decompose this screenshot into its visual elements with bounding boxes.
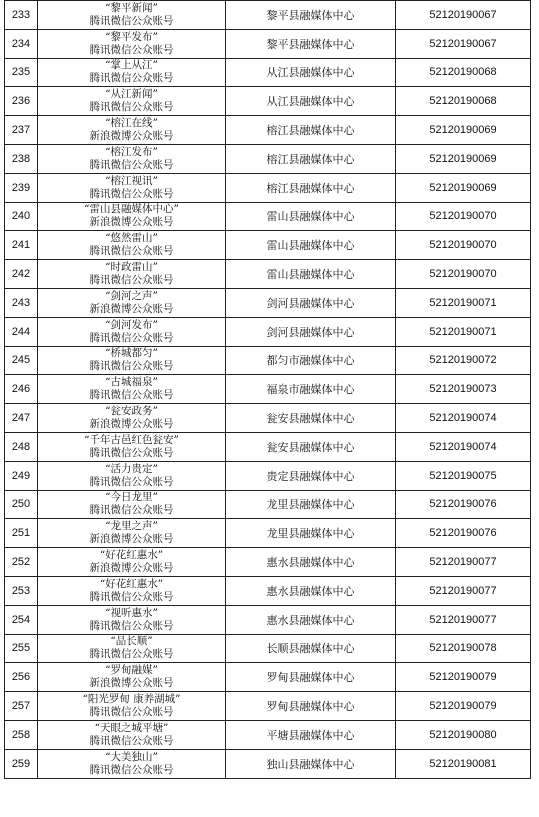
license-code: 52120190074 — [396, 432, 531, 461]
license-code: 52120190067 — [396, 1, 531, 30]
table-row — [5, 173, 531, 202]
row-number: 258 — [5, 720, 38, 749]
account-platform: 腾讯微信公众账号 — [89, 389, 174, 402]
license-code: 52120190069 — [396, 173, 531, 202]
organization-name: 瓮安县融媒体中心 — [226, 404, 396, 433]
account-platform: 腾讯微信公众账号 — [89, 475, 174, 488]
license-code: 52120190071 — [396, 317, 531, 346]
organization-name: 雷山县融媒体中心 — [226, 260, 396, 289]
license-code: 52120190080 — [396, 720, 531, 749]
license-code: 52120190068 — [396, 58, 531, 87]
table-row — [5, 144, 531, 173]
account-cell — [38, 490, 226, 519]
license-code: 52120190079 — [396, 692, 531, 721]
account-cell — [38, 375, 226, 404]
organization-name: 独山县融媒体中心 — [226, 749, 396, 778]
row-number: 237 — [5, 116, 38, 145]
account-cell — [38, 144, 226, 173]
license-code: 52120190078 — [396, 634, 531, 663]
table-row — [5, 404, 531, 433]
account-name: “时政雷山” — [105, 261, 158, 274]
table-row — [5, 346, 531, 375]
table-row — [5, 1, 531, 30]
account-platform: 腾讯微信公众账号 — [89, 245, 174, 258]
organization-name: 榕江县融媒体中心 — [226, 173, 396, 202]
table-row — [5, 519, 531, 548]
account-name: “今日龙里” — [105, 491, 158, 504]
account-name: “龙里之声” — [105, 520, 158, 533]
organization-name: 龙里县融媒体中心 — [226, 519, 396, 548]
table-row — [5, 87, 531, 116]
row-number: 241 — [5, 231, 38, 260]
account-cell — [38, 1, 226, 30]
account-cell — [38, 173, 226, 202]
account-platform: 腾讯微信公众账号 — [89, 101, 174, 114]
account-platform: 腾讯微信公众账号 — [89, 706, 174, 719]
organization-name: 福泉市融媒体中心 — [226, 375, 396, 404]
license-code: 52120190077 — [396, 548, 531, 577]
account-cell — [38, 749, 226, 778]
account-platform: 新浪微博公众账号 — [89, 533, 174, 546]
account-name: “剑河之声” — [105, 289, 158, 302]
account-name: “榕江发布” — [105, 145, 158, 158]
account-cell — [38, 202, 226, 231]
account-name: “活力贵定” — [105, 462, 158, 475]
license-code: 52120190079 — [396, 663, 531, 692]
account-name: “大美独山” — [105, 750, 158, 763]
license-code: 52120190071 — [396, 288, 531, 317]
account-cell — [38, 288, 226, 317]
organization-name: 平塘县融媒体中心 — [226, 720, 396, 749]
row-number: 252 — [5, 548, 38, 577]
table-row — [5, 317, 531, 346]
organization-name: 长顺县融媒体中心 — [226, 634, 396, 663]
table-row — [5, 29, 531, 58]
account-cell — [38, 432, 226, 461]
table-row — [5, 605, 531, 634]
account-platform: 新浪微博公众账号 — [89, 418, 174, 431]
organization-name: 罗甸县融媒体中心 — [226, 692, 396, 721]
account-name: “黎平发布” — [105, 30, 158, 43]
row-number: 245 — [5, 346, 38, 375]
license-code: 52120190074 — [396, 404, 531, 433]
account-cell — [38, 663, 226, 692]
license-code: 52120190075 — [396, 461, 531, 490]
table-row — [5, 749, 531, 778]
organization-name: 雷山县融媒体中心 — [226, 202, 396, 231]
account-platform: 新浪微博公众账号 — [89, 302, 174, 315]
license-code: 52120190070 — [396, 260, 531, 289]
organization-name: 从江县融媒体中心 — [226, 58, 396, 87]
row-number: 250 — [5, 490, 38, 519]
account-cell — [38, 404, 226, 433]
account-cell — [38, 519, 226, 548]
account-platform: 腾讯微信公众账号 — [89, 648, 174, 661]
row-number: 254 — [5, 605, 38, 634]
row-number: 240 — [5, 202, 38, 231]
account-name: “剑河发布” — [105, 318, 158, 331]
organization-name: 惠水县融媒体中心 — [226, 548, 396, 577]
account-name: “好花红惠水” — [99, 577, 164, 590]
account-platform: 腾讯微信公众账号 — [89, 734, 174, 747]
row-number: 247 — [5, 404, 38, 433]
account-name: “榕江在线” — [105, 117, 158, 130]
account-name: “从江新闻” — [105, 88, 158, 101]
organization-name: 惠水县融媒体中心 — [226, 605, 396, 634]
account-name: “罗甸融媒” — [105, 664, 158, 677]
table-row — [5, 432, 531, 461]
table-row — [5, 288, 531, 317]
account-platform: 腾讯微信公众账号 — [89, 504, 174, 517]
organization-name: 黎平县融媒体中心 — [226, 1, 396, 30]
license-code: 52120190070 — [396, 231, 531, 260]
row-number: 248 — [5, 432, 38, 461]
license-code: 52120190069 — [396, 116, 531, 145]
account-name: “悠然雷山” — [105, 232, 158, 245]
license-code: 52120190067 — [396, 29, 531, 58]
account-name: “雷山县融媒体中心” — [84, 203, 179, 216]
account-cell — [38, 576, 226, 605]
account-platform: 腾讯微信公众账号 — [89, 187, 174, 200]
row-number: 246 — [5, 375, 38, 404]
account-platform: 腾讯微信公众账号 — [89, 72, 174, 85]
license-code: 52120190077 — [396, 605, 531, 634]
account-name: “古城福泉” — [105, 376, 158, 389]
organization-name: 剑河县融媒体中心 — [226, 288, 396, 317]
account-cell — [38, 346, 226, 375]
organization-name: 瓮安县融媒体中心 — [226, 432, 396, 461]
account-platform: 腾讯微信公众账号 — [89, 590, 174, 603]
table-row — [5, 663, 531, 692]
account-cell — [38, 692, 226, 721]
account-platform: 腾讯微信公众账号 — [89, 14, 174, 27]
license-code: 52120190069 — [396, 144, 531, 173]
row-number: 244 — [5, 317, 38, 346]
account-name: “榕江视讯” — [105, 174, 158, 187]
license-code: 52120190070 — [396, 202, 531, 231]
organization-name: 罗甸县融媒体中心 — [226, 663, 396, 692]
account-platform: 新浪微博公众账号 — [89, 677, 174, 690]
license-code: 52120190076 — [396, 519, 531, 548]
account-platform: 腾讯微信公众账号 — [89, 274, 174, 287]
row-number: 233 — [5, 1, 38, 30]
table-row — [5, 202, 531, 231]
registry-table — [4, 0, 531, 779]
row-number: 243 — [5, 288, 38, 317]
row-number: 253 — [5, 576, 38, 605]
account-cell — [38, 29, 226, 58]
table-row — [5, 461, 531, 490]
account-cell — [38, 605, 226, 634]
row-number: 235 — [5, 58, 38, 87]
account-name: “阳光罗甸 康养湖城” — [82, 693, 181, 706]
account-cell — [38, 116, 226, 145]
organization-name: 龙里县融媒体中心 — [226, 490, 396, 519]
account-platform: 新浪微博公众账号 — [89, 562, 174, 575]
organization-name: 贵定县融媒体中心 — [226, 461, 396, 490]
account-platform: 腾讯微信公众账号 — [89, 763, 174, 776]
table-row — [5, 375, 531, 404]
account-platform: 腾讯微信公众账号 — [89, 331, 174, 344]
table-row — [5, 116, 531, 145]
row-number: 255 — [5, 634, 38, 663]
license-code: 52120190077 — [396, 576, 531, 605]
registry-table-body — [5, 1, 531, 779]
account-cell — [38, 58, 226, 87]
account-cell — [38, 317, 226, 346]
table-row — [5, 490, 531, 519]
table-row — [5, 58, 531, 87]
account-name: “品长顺” — [110, 635, 153, 648]
account-platform: 腾讯微信公众账号 — [89, 158, 174, 171]
account-platform: 腾讯微信公众账号 — [89, 619, 174, 632]
account-name: “天眼之城平塘” — [94, 721, 169, 734]
table-row — [5, 231, 531, 260]
account-cell — [38, 260, 226, 289]
table-row — [5, 692, 531, 721]
row-number: 236 — [5, 87, 38, 116]
account-platform: 新浪微博公众账号 — [89, 216, 174, 229]
organization-name: 惠水县融媒体中心 — [226, 576, 396, 605]
row-number: 239 — [5, 173, 38, 202]
table-row — [5, 576, 531, 605]
organization-name: 都匀市融媒体中心 — [226, 346, 396, 375]
row-number: 259 — [5, 749, 38, 778]
organization-name: 榕江县融媒体中心 — [226, 116, 396, 145]
account-name: “黎平新闻” — [105, 1, 158, 14]
row-number: 242 — [5, 260, 38, 289]
account-cell — [38, 634, 226, 663]
row-number: 256 — [5, 663, 38, 692]
organization-name: 黎平县融媒体中心 — [226, 29, 396, 58]
license-code: 52120190076 — [396, 490, 531, 519]
account-platform: 腾讯微信公众账号 — [89, 446, 174, 459]
license-code: 52120190072 — [396, 346, 531, 375]
account-name: “桥城都匀” — [105, 347, 158, 360]
row-number: 251 — [5, 519, 38, 548]
organization-name: 剑河县融媒体中心 — [226, 317, 396, 346]
account-cell — [38, 720, 226, 749]
license-code: 52120190073 — [396, 375, 531, 404]
account-cell — [38, 461, 226, 490]
table-row — [5, 260, 531, 289]
account-platform: 腾讯微信公众账号 — [89, 43, 174, 56]
account-name: “千年古邑红色瓮安” — [84, 433, 179, 446]
account-name: “掌上从江” — [105, 59, 158, 72]
license-code: 52120190068 — [396, 87, 531, 116]
account-platform: 腾讯微信公众账号 — [89, 360, 174, 373]
table-row — [5, 634, 531, 663]
organization-name: 榕江县融媒体中心 — [226, 144, 396, 173]
table-row — [5, 548, 531, 577]
organization-name: 雷山县融媒体中心 — [226, 231, 396, 260]
organization-name: 从江县融媒体中心 — [226, 87, 396, 116]
row-number: 249 — [5, 461, 38, 490]
row-number: 257 — [5, 692, 38, 721]
account-cell — [38, 548, 226, 577]
license-code: 52120190081 — [396, 749, 531, 778]
row-number: 238 — [5, 144, 38, 173]
account-name: “瓮安政务” — [105, 405, 158, 418]
account-cell — [38, 231, 226, 260]
account-platform: 新浪微博公众账号 — [89, 130, 174, 143]
row-number: 234 — [5, 29, 38, 58]
account-cell — [38, 87, 226, 116]
account-name: “好花红惠水” — [99, 549, 164, 562]
account-name: “视听惠水” — [105, 606, 158, 619]
table-row — [5, 720, 531, 749]
